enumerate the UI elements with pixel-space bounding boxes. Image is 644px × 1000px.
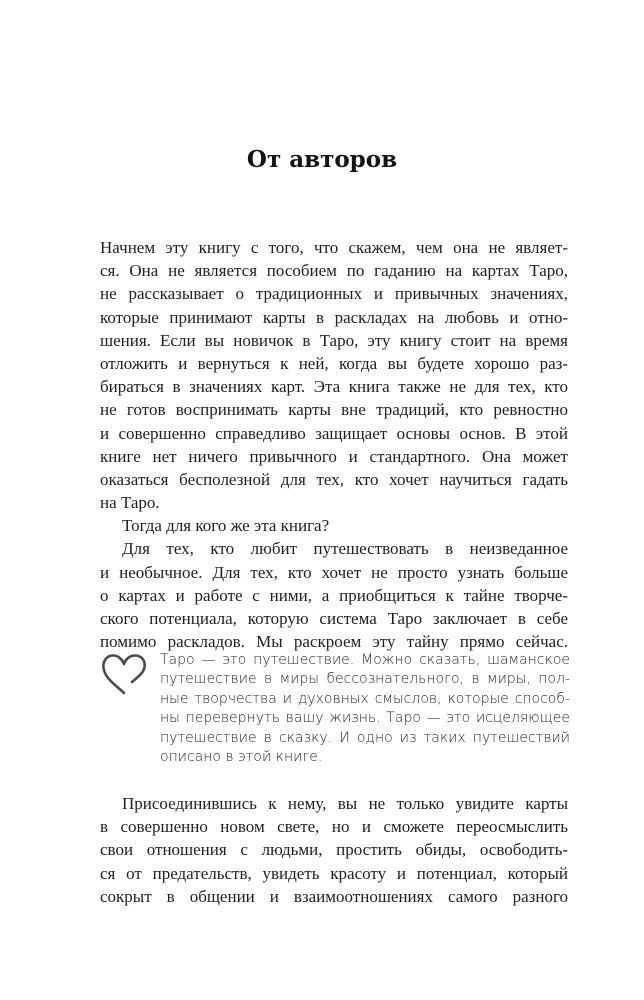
text-line: Для тех, кто любит путешествовать в неизведанное bbox=[122, 539, 568, 559]
quote-block bbox=[160, 651, 570, 767]
text-line: ского потенциала, которую система Таро заключает в себе bbox=[100, 609, 568, 628]
text-line: Тогда для кого же эта книга? bbox=[122, 516, 330, 536]
quote-line: путешествие в сказку. И одно из таких путешествий bbox=[160, 729, 570, 746]
quote-line: путешествие в миры бессознательного, в миры, пол- bbox=[160, 671, 570, 688]
quote-line: Таро — это путешествие. Можно сказать, шаманское bbox=[160, 652, 570, 668]
text-line: шения. Если вы новичок в Таро, эту книгу стоит на время bbox=[100, 330, 568, 350]
text-line: бираться в значениях карт. Эта книга также не для тех, кто bbox=[100, 377, 568, 397]
text-line: в совершенно новом свете, но и сможете переосмыслить bbox=[100, 817, 568, 837]
text-line: книге нет ничего привычного и стандартного. Она может bbox=[100, 446, 568, 466]
text-line: ся. Она не является пособием по гаданию на картах Таро, bbox=[100, 261, 568, 281]
quote-line: ные творчества и духовных смыслов, которые способ- bbox=[160, 690, 570, 707]
quote-line: ны перевернуть вашу жизнь. Таро — это исцеляющее bbox=[160, 710, 570, 727]
text-line: оказаться бесполезной для тех, кто хочет научиться гадать bbox=[100, 469, 568, 489]
text-line: Начнем эту книгу с того, что скажем, чем она не являет- bbox=[100, 238, 568, 257]
text-line: свои отношения с людьми, простить обиды, освободить- bbox=[100, 840, 568, 860]
text-line: и необычное. Для тех, кто хочет не просто узнать больше bbox=[100, 562, 568, 582]
text-line: которые принимают карты в раскладах на любовь и отно- bbox=[100, 307, 568, 327]
text-line: не рассказывает о традиционных и привычных значениях, bbox=[100, 284, 568, 304]
text-line: о картах и работе с ними, а приобщиться к тайне творче- bbox=[100, 585, 568, 605]
text-line: отложить и вернуться к ней, когда вы будете хорошо раз- bbox=[100, 353, 568, 373]
heart-icon bbox=[100, 652, 148, 696]
intro-text bbox=[100, 236, 568, 653]
quote-line: описано в этой книге. bbox=[160, 748, 323, 765]
text-line: и совершенно справедливо защищает основы основ. В этой bbox=[100, 423, 568, 443]
text-line: на Таро. bbox=[100, 493, 160, 513]
closing-text bbox=[100, 792, 568, 908]
text-line: помимо раскладов. Мы раскроем эту тайну прямо сейчас. bbox=[100, 632, 568, 652]
text-line: Присоединившись к нему, вы не только увидите карты bbox=[122, 794, 568, 813]
text-line: ся от предательств, увидеть красоту и потенциал, который bbox=[100, 863, 568, 883]
text-line: сокрыт в общении и взаимоотношениях самого разного bbox=[100, 886, 568, 906]
page-title: От авторов bbox=[246, 146, 398, 173]
text-line: не готов воспринимать карты вне традиций, кто ревностно bbox=[100, 400, 568, 420]
